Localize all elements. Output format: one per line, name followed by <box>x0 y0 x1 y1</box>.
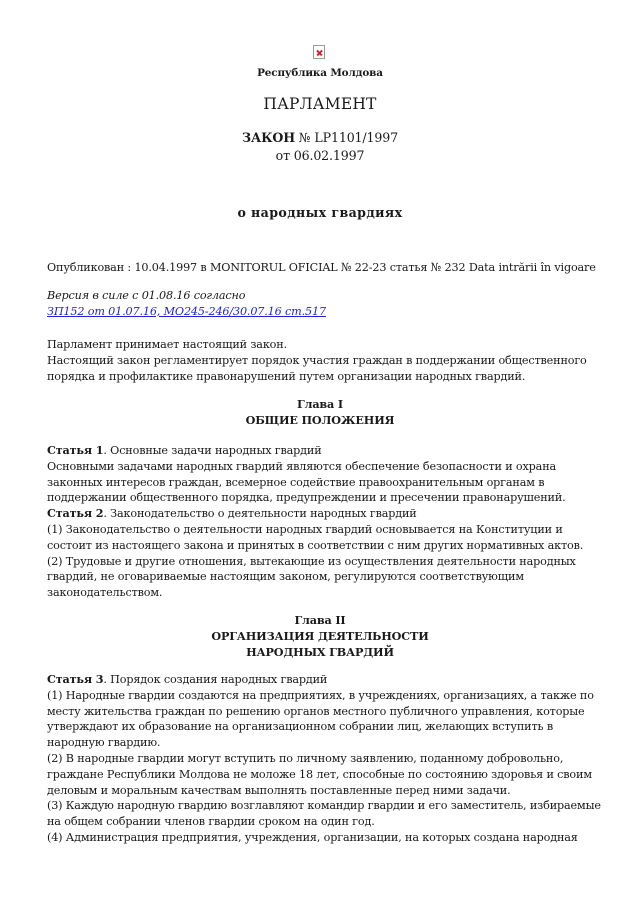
preamble-line-2: Настоящий закон регламентирует порядок участия граждан в поддержании общественного порядка и профилактике правонарушений путем организации народных гвардий. <box>47 353 587 383</box>
chapter-1-heading <box>0 396 640 428</box>
article-label: Статья 1 <box>47 443 104 457</box>
country-name: Республика Молдова <box>257 67 383 79</box>
law-title: о народных гвардиях <box>237 205 403 220</box>
chapter-number: Глава II <box>294 613 346 627</box>
article-1-heading <box>47 443 607 459</box>
article-label: Статья 2 <box>47 506 104 521</box>
chapter-title: ОБЩИЕ ПОЛОЖЕНИЯ <box>245 413 395 428</box>
chapter-1-articles <box>47 443 607 601</box>
chapter-2-articles <box>47 672 607 846</box>
chapter-title-line-1: ОРГАНИЗАЦИЯ ДЕЯТЕЛЬНОСТИ <box>211 629 429 644</box>
article-paragraph: (3) Каждую народную гвардию возглавляют командир гвардии и его заместитель, избираемые на общем собрании членов гвардии сроком на один год. <box>47 799 601 829</box>
article-2-heading <box>47 506 607 522</box>
article-title: . Основные задачи народных гвардий <box>103 444 322 457</box>
law-label: ЗАКОН <box>242 130 295 145</box>
law-date: от 06.02.1997 <box>275 148 365 163</box>
article-3-heading <box>47 672 607 688</box>
version-info <box>47 288 607 320</box>
article-paragraph: (1) Народные гвардии создаются на предприятиях, в учреждениях, организациях, а также по месту жительства граждан по решению органов местного публичного управления, которые утверждают их образование на организационном собрании лиц, желающих вступить в народную гвардию. <box>47 688 594 750</box>
issuer-name: ПАРЛАМЕНТ <box>263 95 377 113</box>
article-paragraph: (2) В народные гвардии могут вступить по личному заявлению, поданному добровольно, граждане Республики Молдова не моложе 18 лет, способные по состоянию здоровья и своим деловым и моральным качествам выполнять поставленные перед ними задачи. <box>47 751 592 797</box>
publication-info: Опубликован : 10.04.1997 в MONITORUL OFICIAL № 22-23 статья № 232 Data intrării în vigoare <box>47 261 596 274</box>
version-label: Версия в силе с 01.08.16 согласно <box>47 289 246 302</box>
article-title: . Порядок создания народных гвардий <box>103 673 328 686</box>
chapter-2-heading <box>0 612 640 661</box>
version-amendment-link[interactable]: ЗП152 от 01.07.16, MO245-246/30.07.16 ст.517 <box>47 304 326 318</box>
article-paragraph: Основными задачами народных гвардий являются обеспечение безопасности и охрана законных интересов граждан, всемерное содействие правоохранительным органам в поддержании общественного порядка, предупреждении и пресечении правонарушений. <box>47 459 566 505</box>
broken-image-icon <box>313 45 325 59</box>
chapter-title-line-2: НАРОДНЫХ ГВАРДИЙ <box>246 645 394 660</box>
article-label: Статья 3 <box>47 672 104 686</box>
article-paragraph: (2) Трудовые и другие отношения, вытекающие из осуществления деятельности народных гвардий, не оговариваемые настоящим законом, регулируются соответствующим законодательством. <box>47 554 576 600</box>
law-number <box>0 130 640 145</box>
chapter-number: Глава I <box>297 397 343 411</box>
preamble-line-1: Парламент принимает настоящий закон. <box>47 338 287 351</box>
article-paragraph: (1) Законодательство о деятельности народных гвардий основывается на Конституции и состоит из настоящего закона и принятых в соответствии с ним других нормативных актов. <box>47 522 584 552</box>
article-paragraph: (4) Администрация предприятия, учреждения, организации, на которых создана народная <box>47 830 578 844</box>
law-number-value: № LP1101/1997 <box>294 130 398 145</box>
article-title: . Законодательство о деятельности народных гвардий <box>103 507 417 521</box>
preamble <box>47 337 607 384</box>
